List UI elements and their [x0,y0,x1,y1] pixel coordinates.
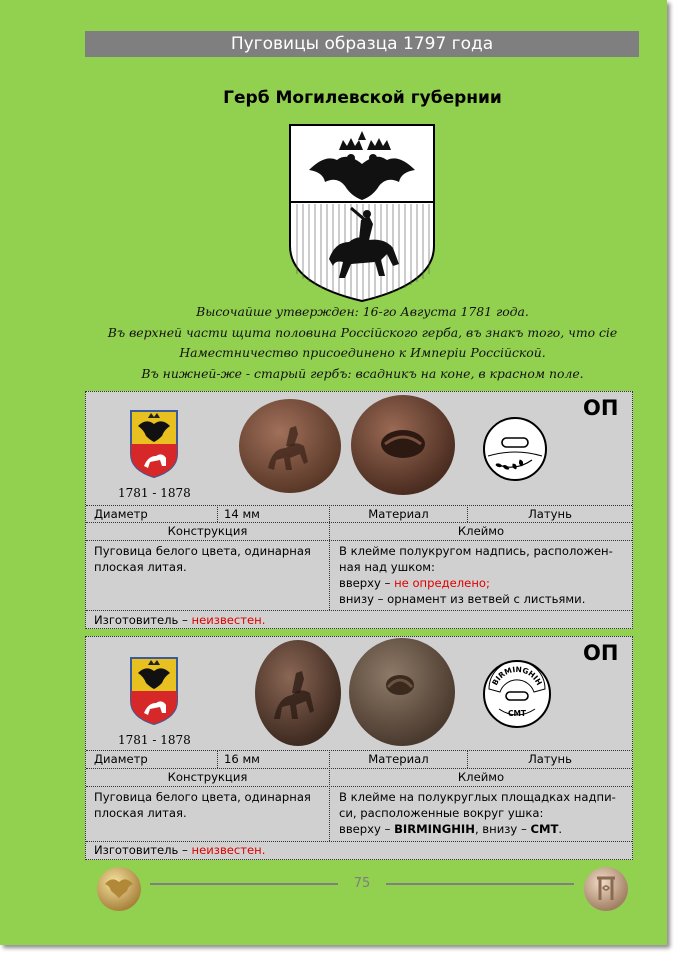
stamp-bottom-value: CMT [530,822,559,836]
divider [86,786,632,787]
material-value: Латунь [528,752,572,766]
gold-monogram-button-icon [583,866,629,912]
divider [86,610,632,611]
diameter-label: Диаметр [94,752,148,766]
stamp-bottom-text: CMT [507,709,527,718]
stamp-description: В клейме полукругом надпись, расположен- ная над ушком: вверху – не определено; внизу – орнамент из ветвей с листьями. [339,544,613,606]
caption-line: Наместничество присоединено к Имперіи Россійской. [179,345,546,360]
footer-rule [386,883,574,885]
construction-label: Конструкция [167,770,248,784]
material-label: Материал [368,507,429,521]
maker-line: Изготовитель – неизвестен. [94,613,266,627]
divider [86,540,632,541]
stamp-top-value: не определено; [394,576,490,590]
construction-text: Пуговица белого цвета, одинарная плоская литая. [94,544,311,574]
maker-value: неизвестен. [191,843,266,857]
mogilev-coat-of-arms-image [289,124,435,302]
years-label: 1781 - 1878 [118,486,191,500]
button-card [85,636,633,860]
stamp-top-text: BIRMINGHIH [490,664,544,687]
material-value: Латунь [528,507,572,521]
divider [217,505,218,522]
stamp-drawing-image [482,659,552,729]
construction-text: Пуговица белого цвета, одинарная плоская литая. [94,790,311,820]
maker-value: неизвестен. [191,613,266,627]
stamp-drawing-image [482,416,548,482]
button-front-image [254,639,342,747]
stamp-top-value: BIRMINGHIH [394,822,475,836]
op-mark: ОП [583,641,619,665]
divider [217,750,218,768]
footer-rule [150,883,338,885]
years-label: 1781 - 1878 [118,733,191,747]
button-back-image [350,394,456,496]
button-card [85,391,633,629]
diameter-label: Диаметр [94,507,148,521]
page-header [85,31,639,57]
material-label: Материал [368,752,429,766]
stamp-description: В клейме на полукруглых площадках надпи- си, расположенные вокруг ушка: вверху – BIRMINGHIH, внизу – CMT. [339,790,616,836]
caption-line: Въ верхней части щита половина Россійского герба, въ знакъ того, что сіе [107,324,618,340]
button-back-image [348,637,456,747]
maker-line: Изготовитель – неизвестен. [94,843,266,857]
gold-eagle-button-icon [96,866,142,912]
gerb-caption [80,302,645,384]
button-front-image [238,398,342,494]
diameter-value: 14 мм [224,507,260,521]
stamp-label: Клеймо [457,770,505,784]
gerb-title: Герб Могилевской губернии [223,88,502,108]
caption-line: Высочайше утвержден: 16-го Августа 1781 года. [196,304,529,319]
caption-line: Въ нижней-же - старый гербъ: всадникъ на коне, в красном поле. [141,365,584,381]
stamp-label: Клеймо [457,524,505,538]
diameter-value: 16 мм [224,752,260,766]
mini-coat-of-arms-image [130,410,178,478]
mini-coat-of-arms-image [130,657,178,725]
page-number: 75 [353,876,371,891]
header-title: Пуговицы образца 1797 года [230,34,494,54]
op-mark: ОП [583,396,619,420]
construction-label: Конструкция [167,524,248,538]
